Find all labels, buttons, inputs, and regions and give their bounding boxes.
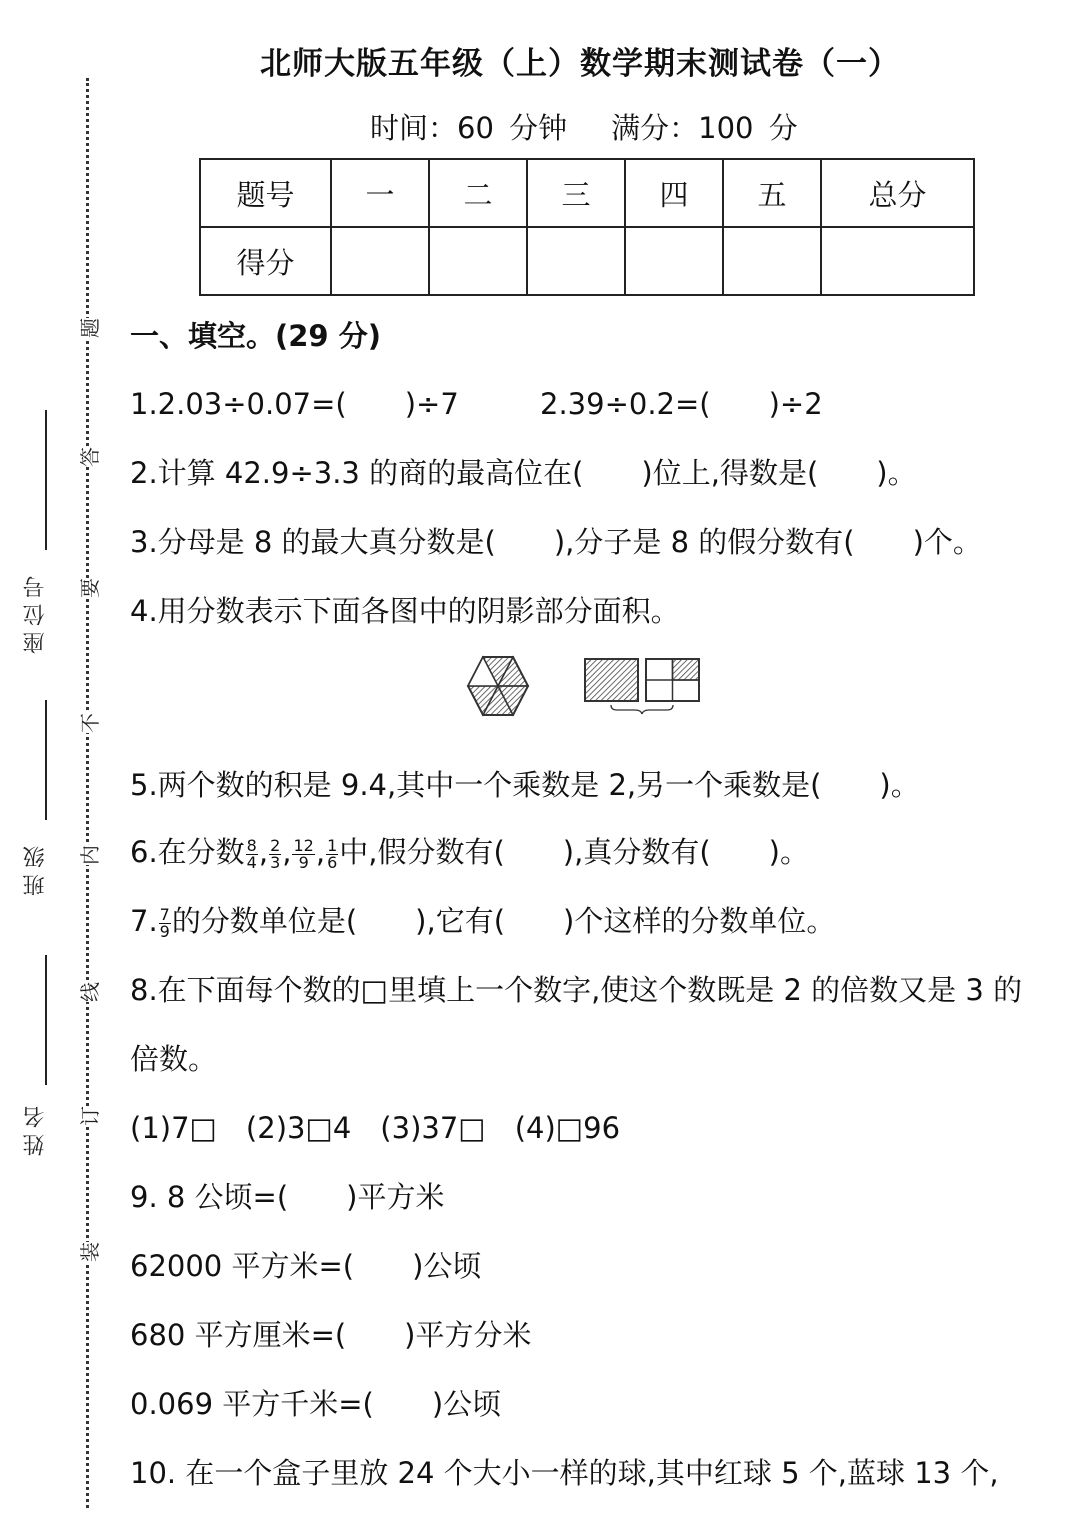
score-header-cell: 三 xyxy=(527,159,625,227)
fraction-denominator: 9 xyxy=(159,921,170,941)
fraction xyxy=(292,835,314,872)
score-cell[interactable] xyxy=(527,227,625,295)
fraction xyxy=(159,904,171,941)
squares-figure xyxy=(585,659,699,714)
score-table-score-row xyxy=(200,227,974,295)
question-10: 10. 在一个盒子里放 24 个大小一样的球,其中红球 5 个,蓝球 13 个, xyxy=(130,1456,999,1490)
fraction-denominator: 4 xyxy=(246,852,257,872)
question-9-item-3: 680 平方厘米=( )平方分米 xyxy=(130,1318,532,1352)
question-4: 4.用分数表示下面各图中的阴影部分面积。 xyxy=(130,594,680,628)
fraction-numerator: 2 xyxy=(270,835,281,855)
name-label: 姓名 xyxy=(23,1100,48,1156)
score-cell[interactable] xyxy=(821,227,974,295)
question-6-suffix: 中,假分数有( ),真分数有( )。 xyxy=(339,835,809,869)
fraction-numerator: 1 xyxy=(327,835,338,855)
score-row-label: 得分 xyxy=(200,227,331,295)
question-8-items: (1)7□ (2)3□4 (3)37□ (4)□96 xyxy=(130,1111,621,1145)
fraction-denominator: 6 xyxy=(327,852,338,872)
hexagon-figure xyxy=(468,657,528,715)
margin-word: 订 xyxy=(78,1106,102,1126)
question-8-line-1: 8.在下面每个数的□里填上一个数字,使这个数既是 2 的倍数又是 3 的 xyxy=(130,973,1023,1007)
margin-word: 线 xyxy=(78,982,102,1002)
shaded-shapes-figure xyxy=(465,655,715,717)
question-1a: 1.2.03÷0.07=( )÷7 xyxy=(130,387,459,421)
score-cell[interactable] xyxy=(331,227,429,295)
fraction-numerator: 8 xyxy=(246,835,257,855)
question-9-item-1: 9. 8 公顷=( )平方米 xyxy=(130,1180,445,1214)
question-5: 5.两个数的积是 9.4,其中一个乘数是 2,另一个乘数是( )。 xyxy=(130,768,920,802)
score-table-header-row xyxy=(200,159,974,227)
score-header-cell: 总分 xyxy=(821,159,974,227)
margin-word: 题 xyxy=(78,318,102,338)
full-score: 满分：100 分 xyxy=(611,111,798,145)
question-2: 2.计算 42.9÷3.3 的商的最高位在( )位上,得数是( )。 xyxy=(130,456,917,490)
score-cell[interactable] xyxy=(723,227,821,295)
question-9-item-4: 0.069 平方千米=( )公顷 xyxy=(130,1387,502,1421)
score-cell[interactable] xyxy=(429,227,527,295)
time-limit: 时间：60 分钟 xyxy=(370,111,568,145)
fraction-numerator: 12 xyxy=(293,835,314,855)
question-7 xyxy=(130,903,835,940)
margin-word: 答 xyxy=(78,447,102,467)
seat-number-line xyxy=(45,410,47,550)
score-header-cell: 一 xyxy=(331,159,429,227)
score-header-cell: 二 xyxy=(429,159,527,227)
binding-dotted-line xyxy=(86,78,89,1508)
margin-word: 不 xyxy=(78,713,102,733)
seat-number-label: 座位号 xyxy=(23,570,48,654)
name-line xyxy=(45,955,47,1085)
score-header-cell: 五 xyxy=(723,159,821,227)
question-9-item-2: 62000 平方米=( )公顷 xyxy=(130,1249,482,1283)
question-3: 3.分母是 8 的最大真分数是( ),分子是 8 的假分数有( )个。 xyxy=(130,525,982,559)
fraction xyxy=(246,835,258,872)
exam-title: 北师大版五年级（上）数学期末测试卷（一） xyxy=(260,46,900,82)
question-7-suffix: 的分数单位是( ),它有( )个这样的分数单位。 xyxy=(171,904,836,938)
section-heading: 一、填空。(29 分) xyxy=(130,319,381,353)
margin-word: 内 xyxy=(78,845,102,865)
fraction xyxy=(269,835,281,872)
margin-word: 要 xyxy=(78,578,102,598)
question-7-prefix: 7. xyxy=(130,904,158,938)
question-6: 6.在分数 $\frac{8}{4}$ , $\frac{2}{3}$ , $\frac{12}{9}$ , $\frac{1}{6}$ 中,假分数有( ),真分数有( )。 xyxy=(130,835,809,872)
fraction-denominator: 3 xyxy=(270,852,281,872)
margin-word: 装 xyxy=(78,1242,102,1262)
score-header-cell: 题号 xyxy=(200,159,331,227)
score-cell[interactable] xyxy=(625,227,723,295)
question-8-line-2: 倍数。 xyxy=(130,1042,218,1076)
score-table xyxy=(199,158,975,296)
class-label: 班级 xyxy=(23,840,48,896)
question-6-prefix: 6.在分数 xyxy=(130,835,245,869)
score-header-cell: 四 xyxy=(625,159,723,227)
fraction-denominator: 9 xyxy=(298,852,309,872)
fraction-numerator: 7 xyxy=(159,904,170,924)
class-line xyxy=(45,700,47,820)
exam-info xyxy=(370,106,842,147)
fraction xyxy=(326,835,338,872)
question-1b: 2.39÷0.2=( )÷2 xyxy=(540,387,823,421)
